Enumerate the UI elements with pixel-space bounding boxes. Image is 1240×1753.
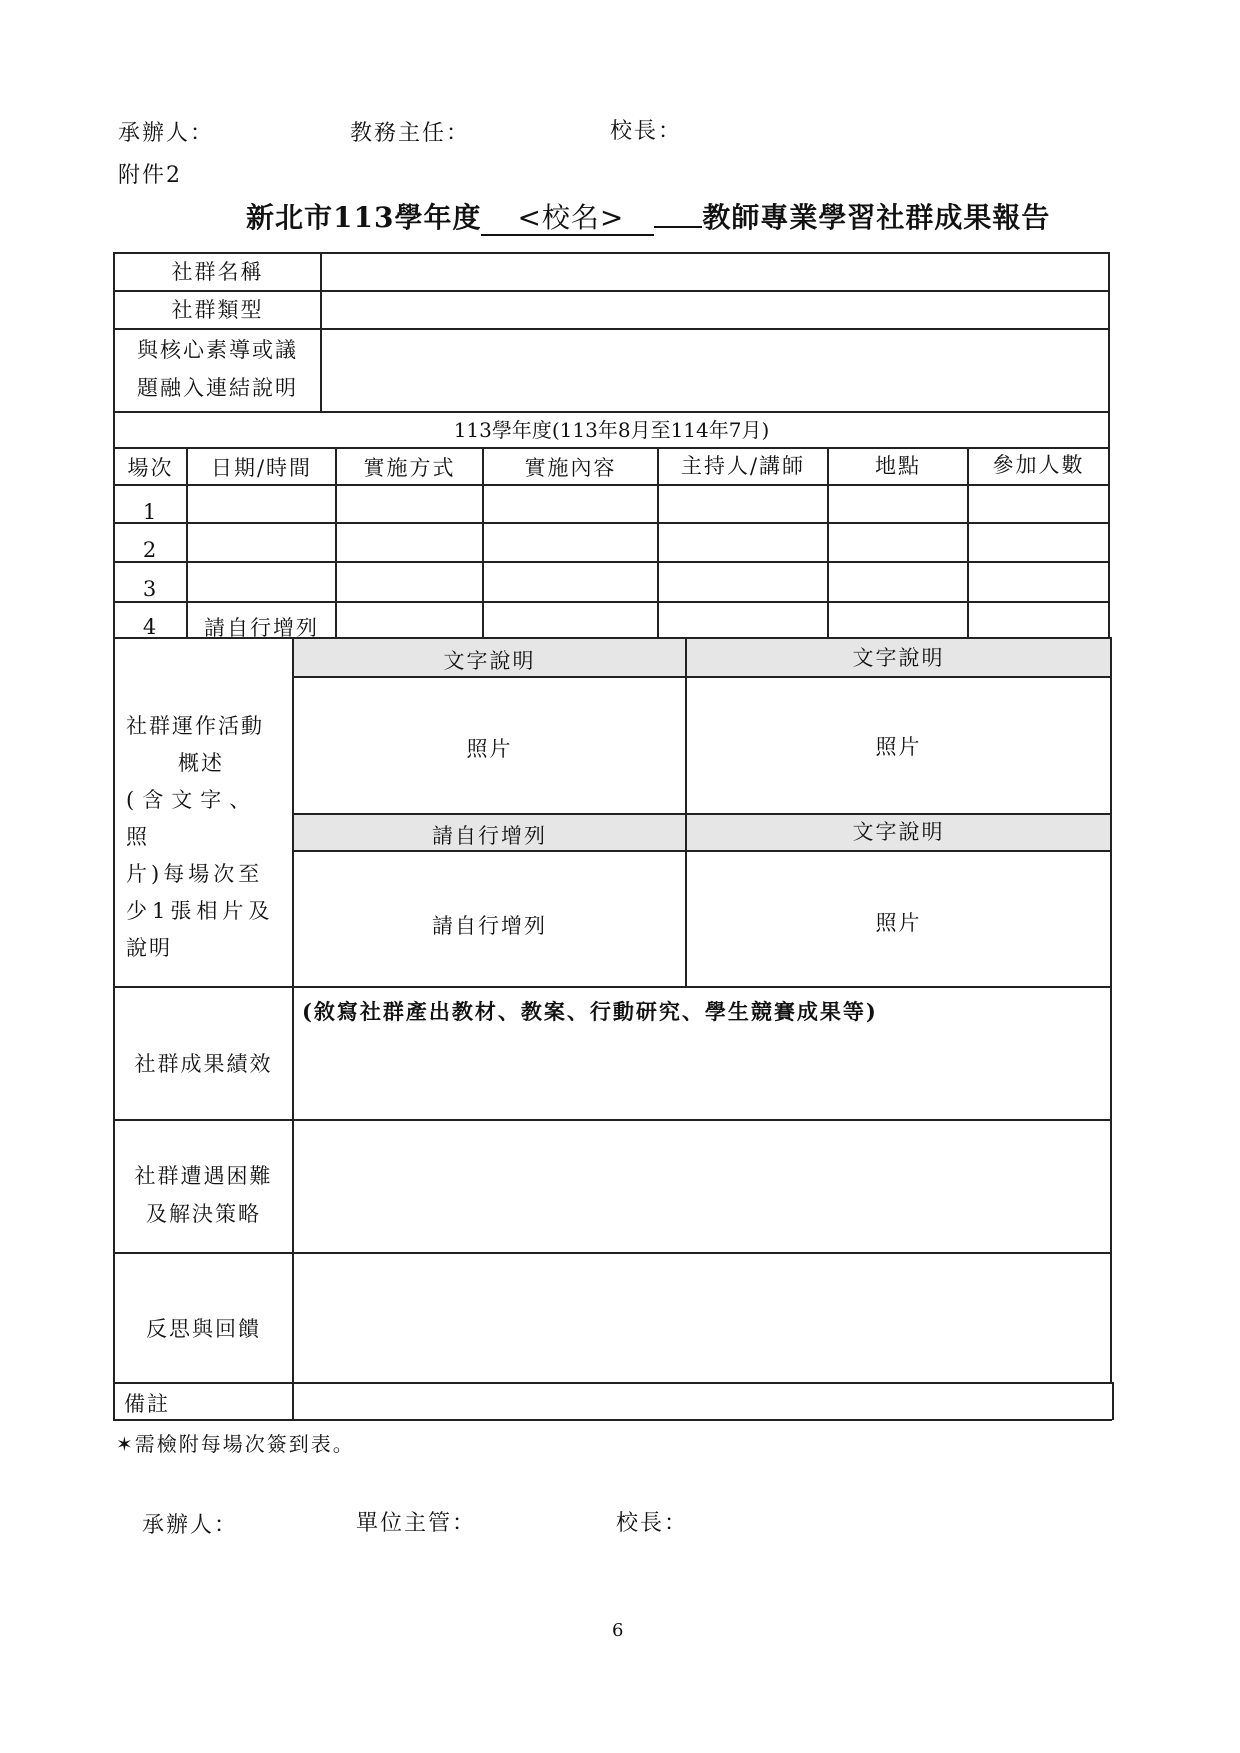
- activity-r2-left-photo: 請自行增列: [432, 914, 547, 938]
- schedule-row-1-no: 1: [142, 500, 159, 524]
- title-school-placeholder: <校名>: [481, 203, 654, 236]
- top-signature-handler: 承辦人：: [118, 121, 215, 146]
- title-suffix: 教師專業學習社群成果報告: [702, 201, 1051, 234]
- bottom-signature-handler: 承辦人：: [142, 1513, 239, 1538]
- schedule-row-2-no: 2: [142, 538, 159, 562]
- top-signature-principal: 校長：: [610, 119, 683, 144]
- schedule-header-host: 主持人/講師: [680, 454, 806, 478]
- activity-r2-right-caption: 文字說明: [852, 820, 945, 844]
- activity-r1-left-photo: 照片: [466, 737, 513, 761]
- activity-label-line2: 概述: [178, 751, 224, 775]
- activity-r2-left-caption: 請自行增列: [432, 824, 547, 848]
- remarks-label: 備註: [124, 1392, 170, 1416]
- schedule-header-content: 實施內容: [524, 456, 617, 480]
- title-underline-tail: [654, 224, 702, 228]
- difficulty-label-line2: 及解決策略: [146, 1202, 261, 1226]
- bottom-signature-unit-head: 單位主管：: [356, 1511, 477, 1536]
- footnote: ✶需檢附每場次簽到表。: [116, 1432, 355, 1456]
- results-label: 社群成果績效: [134, 1052, 273, 1076]
- activity-label-line5: 少1張相片及: [126, 899, 275, 923]
- activity-label-line4: 片)每場次至: [126, 862, 264, 886]
- activity-label-line3: (含文字、照: [126, 788, 259, 849]
- reflection-label: 反思與回饋: [146, 1317, 261, 1341]
- core-link-label-line1: 與核心素導或議: [137, 338, 298, 362]
- activity-r2-right-photo: 照片: [875, 911, 922, 935]
- school-year-row: 113學年度(113年8月至114年7月): [453, 418, 770, 442]
- schedule-row-4-date: 請自行增列: [204, 616, 319, 640]
- schedule-row-3-no: 3: [142, 577, 159, 601]
- activity-label-line1: 社群運作活動: [126, 714, 264, 738]
- activity-r1-left-caption: 文字說明: [443, 649, 536, 673]
- activity-label-line6: 說明: [126, 936, 172, 960]
- activity-label: [126, 708, 286, 967]
- attachment-label: 附件2: [118, 163, 182, 188]
- core-link-label-line2: 題融入連結說明: [137, 376, 298, 400]
- activity-r1-right-photo: 照片: [875, 735, 922, 759]
- schedule-header-method: 實施方式: [363, 456, 456, 480]
- schedule-header-attendees: 參加人數: [992, 453, 1085, 477]
- community-type-label: 社群類型: [171, 298, 264, 322]
- top-signature-dean: 教務主任：: [350, 121, 471, 146]
- community-name-label: 社群名稱: [171, 260, 264, 284]
- schedule-header-session: 場次: [127, 456, 174, 480]
- title-prefix: 新北市113學年度: [246, 201, 482, 234]
- difficulty-label-line1: 社群遭遇困難: [134, 1164, 273, 1188]
- activity-r1-right-caption: 文字說明: [852, 646, 945, 670]
- results-hint: (敘寫社群產出教材、教案、行動研究、學生競賽成果等): [302, 999, 878, 1024]
- schedule-header-location: 地點: [875, 454, 921, 478]
- schedule-row-4-no: 4: [142, 615, 159, 639]
- bottom-signature-principal: 校長：: [616, 1511, 689, 1536]
- page-title: [246, 196, 1050, 236]
- schedule-header-date: 日期/時間: [210, 456, 313, 480]
- page-number: 6: [612, 1620, 624, 1641]
